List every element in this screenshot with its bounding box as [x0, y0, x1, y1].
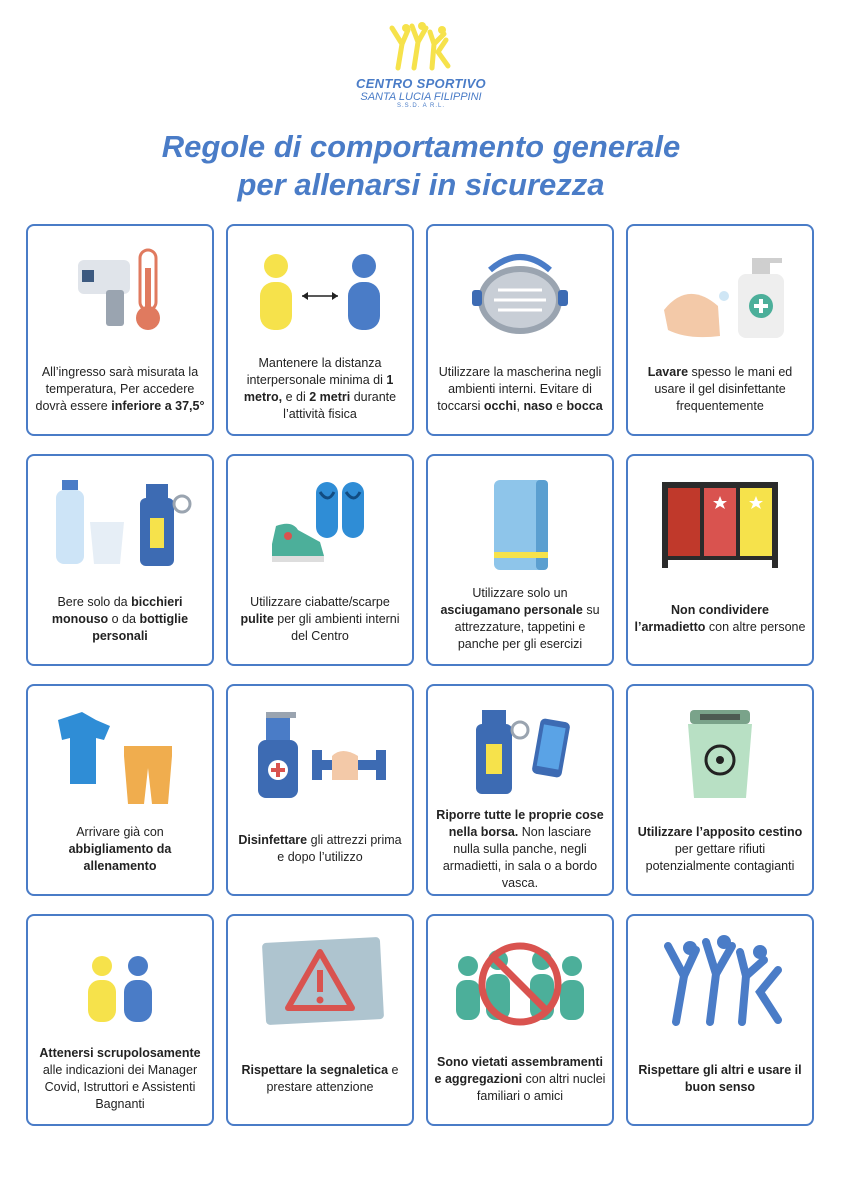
rule-text-bold: Rispettare la segnaletica	[241, 1063, 389, 1077]
rule-text-regular: ,	[516, 398, 524, 413]
rule-card	[426, 914, 614, 1126]
rule-text-regular: All’ingresso sarà misurata la temperatura, Per accedere dovrà essere	[35, 364, 199, 413]
rule-card	[426, 454, 614, 666]
rule-text-bold: pulite	[240, 611, 274, 626]
disinfect-icon	[228, 700, 412, 810]
rule-text-bold: occhi	[483, 398, 517, 413]
rule-text-regular: su attrezzature, tappetini e panche per gli esercizi	[454, 603, 600, 651]
rule-text	[434, 350, 606, 428]
title-line-2: per allenarsi in sicurezza	[237, 167, 605, 202]
rule-text-bold: 2 metri	[309, 390, 351, 404]
towel-icon	[428, 470, 612, 580]
distance-icon	[228, 240, 412, 350]
rule-text-bold: Riporre tutte le proprie cose nella borsa.	[436, 807, 604, 839]
rule-text	[34, 580, 206, 658]
rule-text	[634, 810, 806, 888]
sport-figures-logo-icon	[386, 22, 456, 74]
rule-card	[426, 684, 614, 896]
rule-text-regular: alle indicazioni dei Manager Covid, Istruttori e Assistenti Bagnanti	[42, 1063, 198, 1111]
rule-text-bold: bottiglie personali	[92, 611, 189, 643]
shoes-icon	[228, 470, 412, 580]
rule-text	[634, 350, 806, 428]
rule-text-bold: Lavare	[647, 364, 689, 379]
rule-text-bold: Sono vietati assembramenti e aggregazioni	[434, 1054, 604, 1086]
rule-card	[226, 454, 414, 666]
rule-text	[434, 1040, 606, 1118]
rule-text-regular: e prestare attenzione	[266, 1063, 399, 1094]
rule-card	[626, 914, 814, 1126]
biohazard-bin-icon	[628, 700, 812, 810]
rule-text-bold: bocca	[566, 398, 603, 413]
rule-text-bold: Disinfettare	[238, 833, 308, 847]
rule-text	[234, 1040, 406, 1118]
rule-text-regular: Bere solo da	[57, 594, 132, 609]
rule-text-regular: Arrivare già con	[76, 824, 164, 839]
sport-figures-icon	[628, 930, 812, 1040]
rule-text-regular: e di	[282, 390, 310, 404]
clothes-icon	[28, 700, 212, 810]
rule-text	[234, 580, 406, 658]
logo-name: CENTRO SPORTIVO	[356, 76, 486, 91]
rule-card	[26, 224, 214, 436]
rule-text	[634, 580, 806, 658]
rule-text	[634, 1040, 806, 1118]
title-line-1: Regole di comportamento generale	[161, 129, 681, 164]
hand-wash-icon	[628, 240, 812, 350]
rule-text-bold: asciugamano personale	[440, 603, 583, 617]
rule-text-regular: Mantenere la distanza interpersonale minima di	[246, 356, 387, 387]
rule-card	[226, 914, 414, 1126]
rule-card	[626, 454, 814, 666]
logo-legal: S.S.D. A R.L.	[396, 103, 445, 109]
rule-text-regular: Utilizzare ciabatte/scarpe	[250, 594, 390, 609]
locker-icon	[628, 470, 812, 580]
thermometer-icon	[28, 240, 212, 350]
rule-text-bold: abbigliamento da allenamento	[68, 841, 172, 873]
warning-sign-icon	[228, 930, 412, 1040]
mask-icon	[428, 240, 612, 350]
rule-text-regular: e	[552, 398, 567, 413]
rule-text	[34, 350, 206, 428]
rule-card	[626, 224, 814, 436]
rule-text-regular: con altri nuclei familiari o amici	[476, 1071, 606, 1103]
rule-text-bold: bicchieri monouso	[51, 594, 183, 626]
rule-text-regular: Utilizzare solo un	[472, 586, 568, 600]
rule-text-regular: con altre persone	[705, 620, 806, 634]
logo	[356, 22, 486, 122]
rule-text	[234, 350, 406, 428]
people-icon	[28, 930, 212, 1040]
rule-text-regular: o da	[108, 611, 140, 626]
rule-card	[426, 224, 614, 436]
rule-text	[234, 810, 406, 888]
rule-card	[26, 914, 214, 1126]
bottle-icon	[28, 470, 212, 580]
no-crowd-icon	[428, 930, 612, 1040]
rule-card	[626, 684, 814, 896]
rule-text-regular: gli attrezzi prima e dopo l’utilizzo	[277, 833, 402, 864]
rule-text	[434, 807, 606, 890]
rule-text-regular: Utilizzare la mascherina negli ambienti interni. Evitare di toccarsi	[437, 364, 602, 413]
rule-text-regular: durante l’attività fisica	[283, 390, 397, 421]
rule-text-bold: naso	[523, 398, 553, 413]
rule-card	[26, 684, 214, 896]
rule-text-bold: inferiore a 37,5°	[111, 398, 205, 413]
rule-text-regular: spesso le mani ed usare il gel disinfettante frequentemente	[654, 364, 793, 413]
rule-text	[34, 810, 206, 888]
rule-text-bold: Rispettare gli altri e usare il buon senso	[638, 1063, 802, 1094]
rule-text-bold: 1 metro,	[243, 373, 394, 404]
rule-text	[434, 580, 606, 658]
rule-text-bold: Non condividere l’armadietto	[634, 603, 769, 634]
rule-text-regular: per gettare rifiuti potenzialmente contagianti	[645, 841, 795, 873]
rule-card	[226, 684, 414, 896]
rule-card	[26, 454, 214, 666]
rule-text	[34, 1040, 206, 1118]
rule-text-regular: per gli ambienti interni del Centro	[273, 611, 400, 643]
rule-card	[226, 224, 414, 436]
bag-items-icon	[428, 700, 612, 810]
page-title	[0, 128, 842, 204]
rule-text-bold: Attenersi scrupolosamente	[39, 1046, 201, 1060]
logo-subname: SANTA LUCIA FILIPPINI	[360, 91, 482, 103]
rule-text-regular: Non lasciare nulla sulla panche, negli armadietti, in sala o a bordo vasca.	[442, 824, 598, 890]
rule-text-bold: Utilizzare l’apposito cestino	[637, 824, 803, 839]
